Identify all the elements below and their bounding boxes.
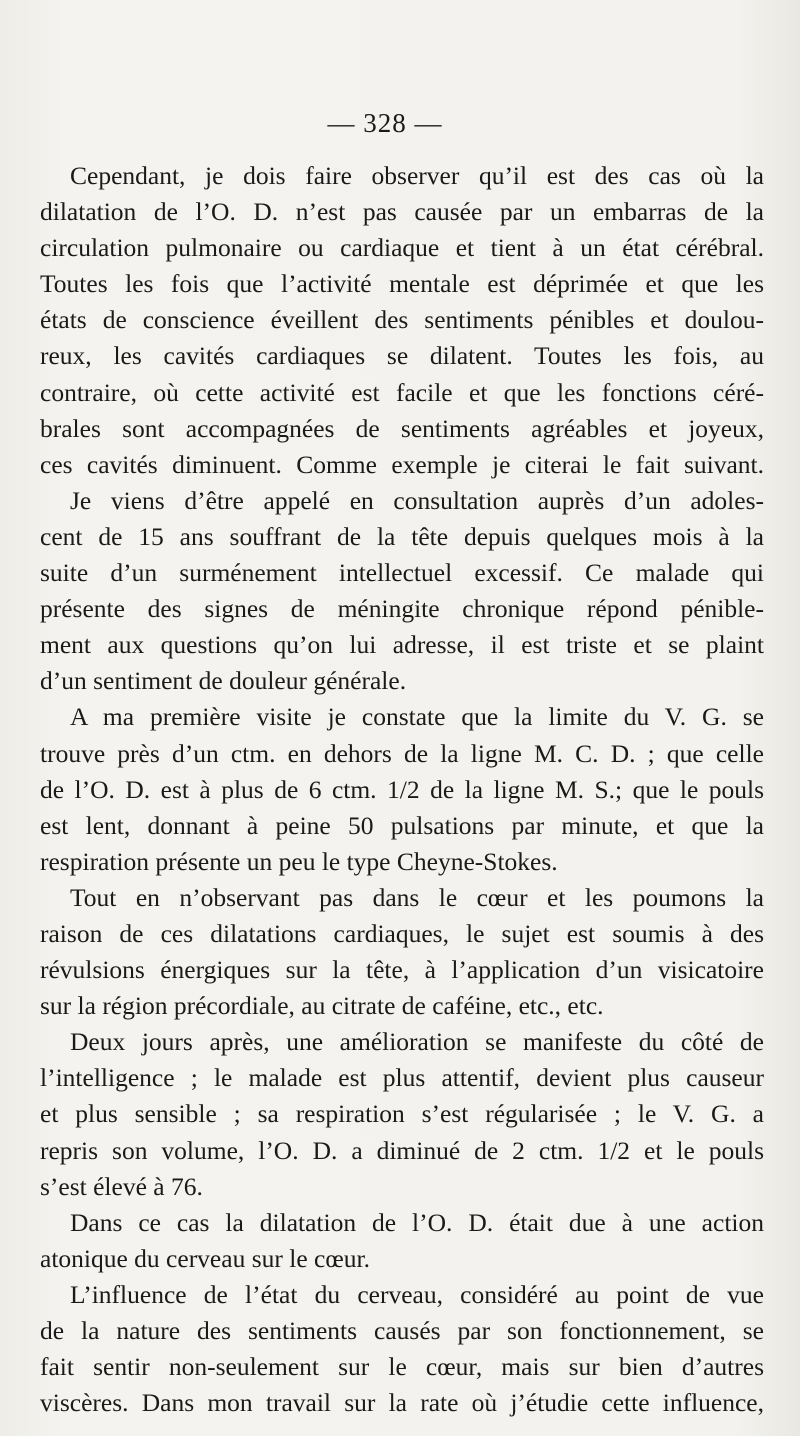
page-number: — 328 — xyxy=(327,108,443,138)
text-line: états de conscience éveillent des sentiments pénibles et doulou- xyxy=(40,305,764,335)
text-line: trouve près d’un ctm. en dehors de la ligne M. C. D. ; que celle xyxy=(40,738,764,768)
text-line: révulsions énergiques sur la tête, à l’application d’un visicatoire xyxy=(40,955,764,985)
text-line: et plus sensible ; sa respiration s’est régularisée ; le V. G. a xyxy=(40,1099,764,1129)
text-line: Toutes les fois que l’activité mentale est déprimée et que les xyxy=(40,269,764,299)
text-line: présente des signes de méningite chronique répond pénible- xyxy=(40,594,764,624)
paragraph xyxy=(40,1277,764,1421)
text-line: respiration présente un peu le type Cheyne-Stokes. xyxy=(40,846,558,876)
text-line: l’intelligence ; le malade est plus attentif, devient plus causeur xyxy=(40,1063,764,1093)
text-line: ment aux questions qu’on lui adresse, il est triste et se plaint xyxy=(40,630,764,660)
text-line: viscères. Dans mon travail sur la rate où j’étudie cette influence, xyxy=(40,1388,764,1418)
text-line: Cependant, je dois faire observer qu’il est des cas où la xyxy=(70,161,764,190)
text-line: circulation pulmonaire ou cardiaque et tient à un état cérébral. xyxy=(40,233,764,263)
text-line: dilatation de l’O. D. n’est pas causée par un embarras de la xyxy=(40,197,764,227)
text-line: contraire, où cette activité est facile et que les fonctions céré- xyxy=(40,377,764,407)
text-line: sur la région précordiale, au citrate de caféine, etc., etc. xyxy=(40,991,604,1021)
text-line: reux, les cavités cardiaques se dilatent. Toutes les fois, au xyxy=(40,341,764,371)
text-line: atonique du cerveau sur le cœur. xyxy=(40,1243,370,1273)
text-line: Je viens d’être appelé en consultation auprès d’un adoles- xyxy=(70,485,764,515)
paragraph xyxy=(40,880,764,1024)
text-line: Dans ce cas la dilatation de l’O. D. était due à une action xyxy=(70,1207,764,1237)
paragraph xyxy=(40,1024,764,1204)
paragraph xyxy=(40,483,764,700)
text-line: Tout en n’observant pas dans le cœur et les poumons la xyxy=(70,882,764,912)
body-text xyxy=(40,158,764,1421)
text-line: cent de 15 ans souffrant de la tête depuis quelques mois à la xyxy=(40,521,764,551)
text-line: brales sont accompagnées de sentiments agréables et joyeux, xyxy=(40,413,764,443)
text-line: raison de ces dilatations cardiaques, le sujet est soumis à des xyxy=(40,918,764,948)
text-line: Deux jours après, une amélioration se manifeste du côté de xyxy=(70,1027,764,1057)
text-line: s’est élevé à 76. xyxy=(40,1171,203,1201)
paragraph xyxy=(40,1205,764,1277)
paragraph xyxy=(40,158,764,483)
text-line: repris son volume, l’O. D. a diminué de 2 ctm. 1/2 et le pouls xyxy=(40,1135,764,1165)
text-line: suite d’un surménement intellectuel excessif. Ce malade qui xyxy=(40,558,764,588)
paragraph xyxy=(40,699,764,879)
text-line: d’un sentiment de douleur générale. xyxy=(40,666,407,696)
text-line: de l’O. D. est à plus de 6 ctm. 1/2 de la ligne M. S.; que le pouls xyxy=(40,774,764,804)
text-line: de la nature des sentiments causés par son fonctionnement, se xyxy=(40,1316,764,1345)
text-line: est lent, donnant à peine 50 pulsations par minute, et que la xyxy=(40,810,764,840)
text-line: A ma première visite je constate que la limite du V. G. se xyxy=(70,702,764,732)
text-line: L’influence de l’état du cerveau, considéré au point de vue xyxy=(70,1279,764,1309)
text-line: ces cavités diminuent. Comme exemple je citerai le fait suivant. xyxy=(40,449,764,479)
text-line: fait sentir non-seulement sur le cœur, mais sur bien d’autres xyxy=(40,1352,764,1382)
